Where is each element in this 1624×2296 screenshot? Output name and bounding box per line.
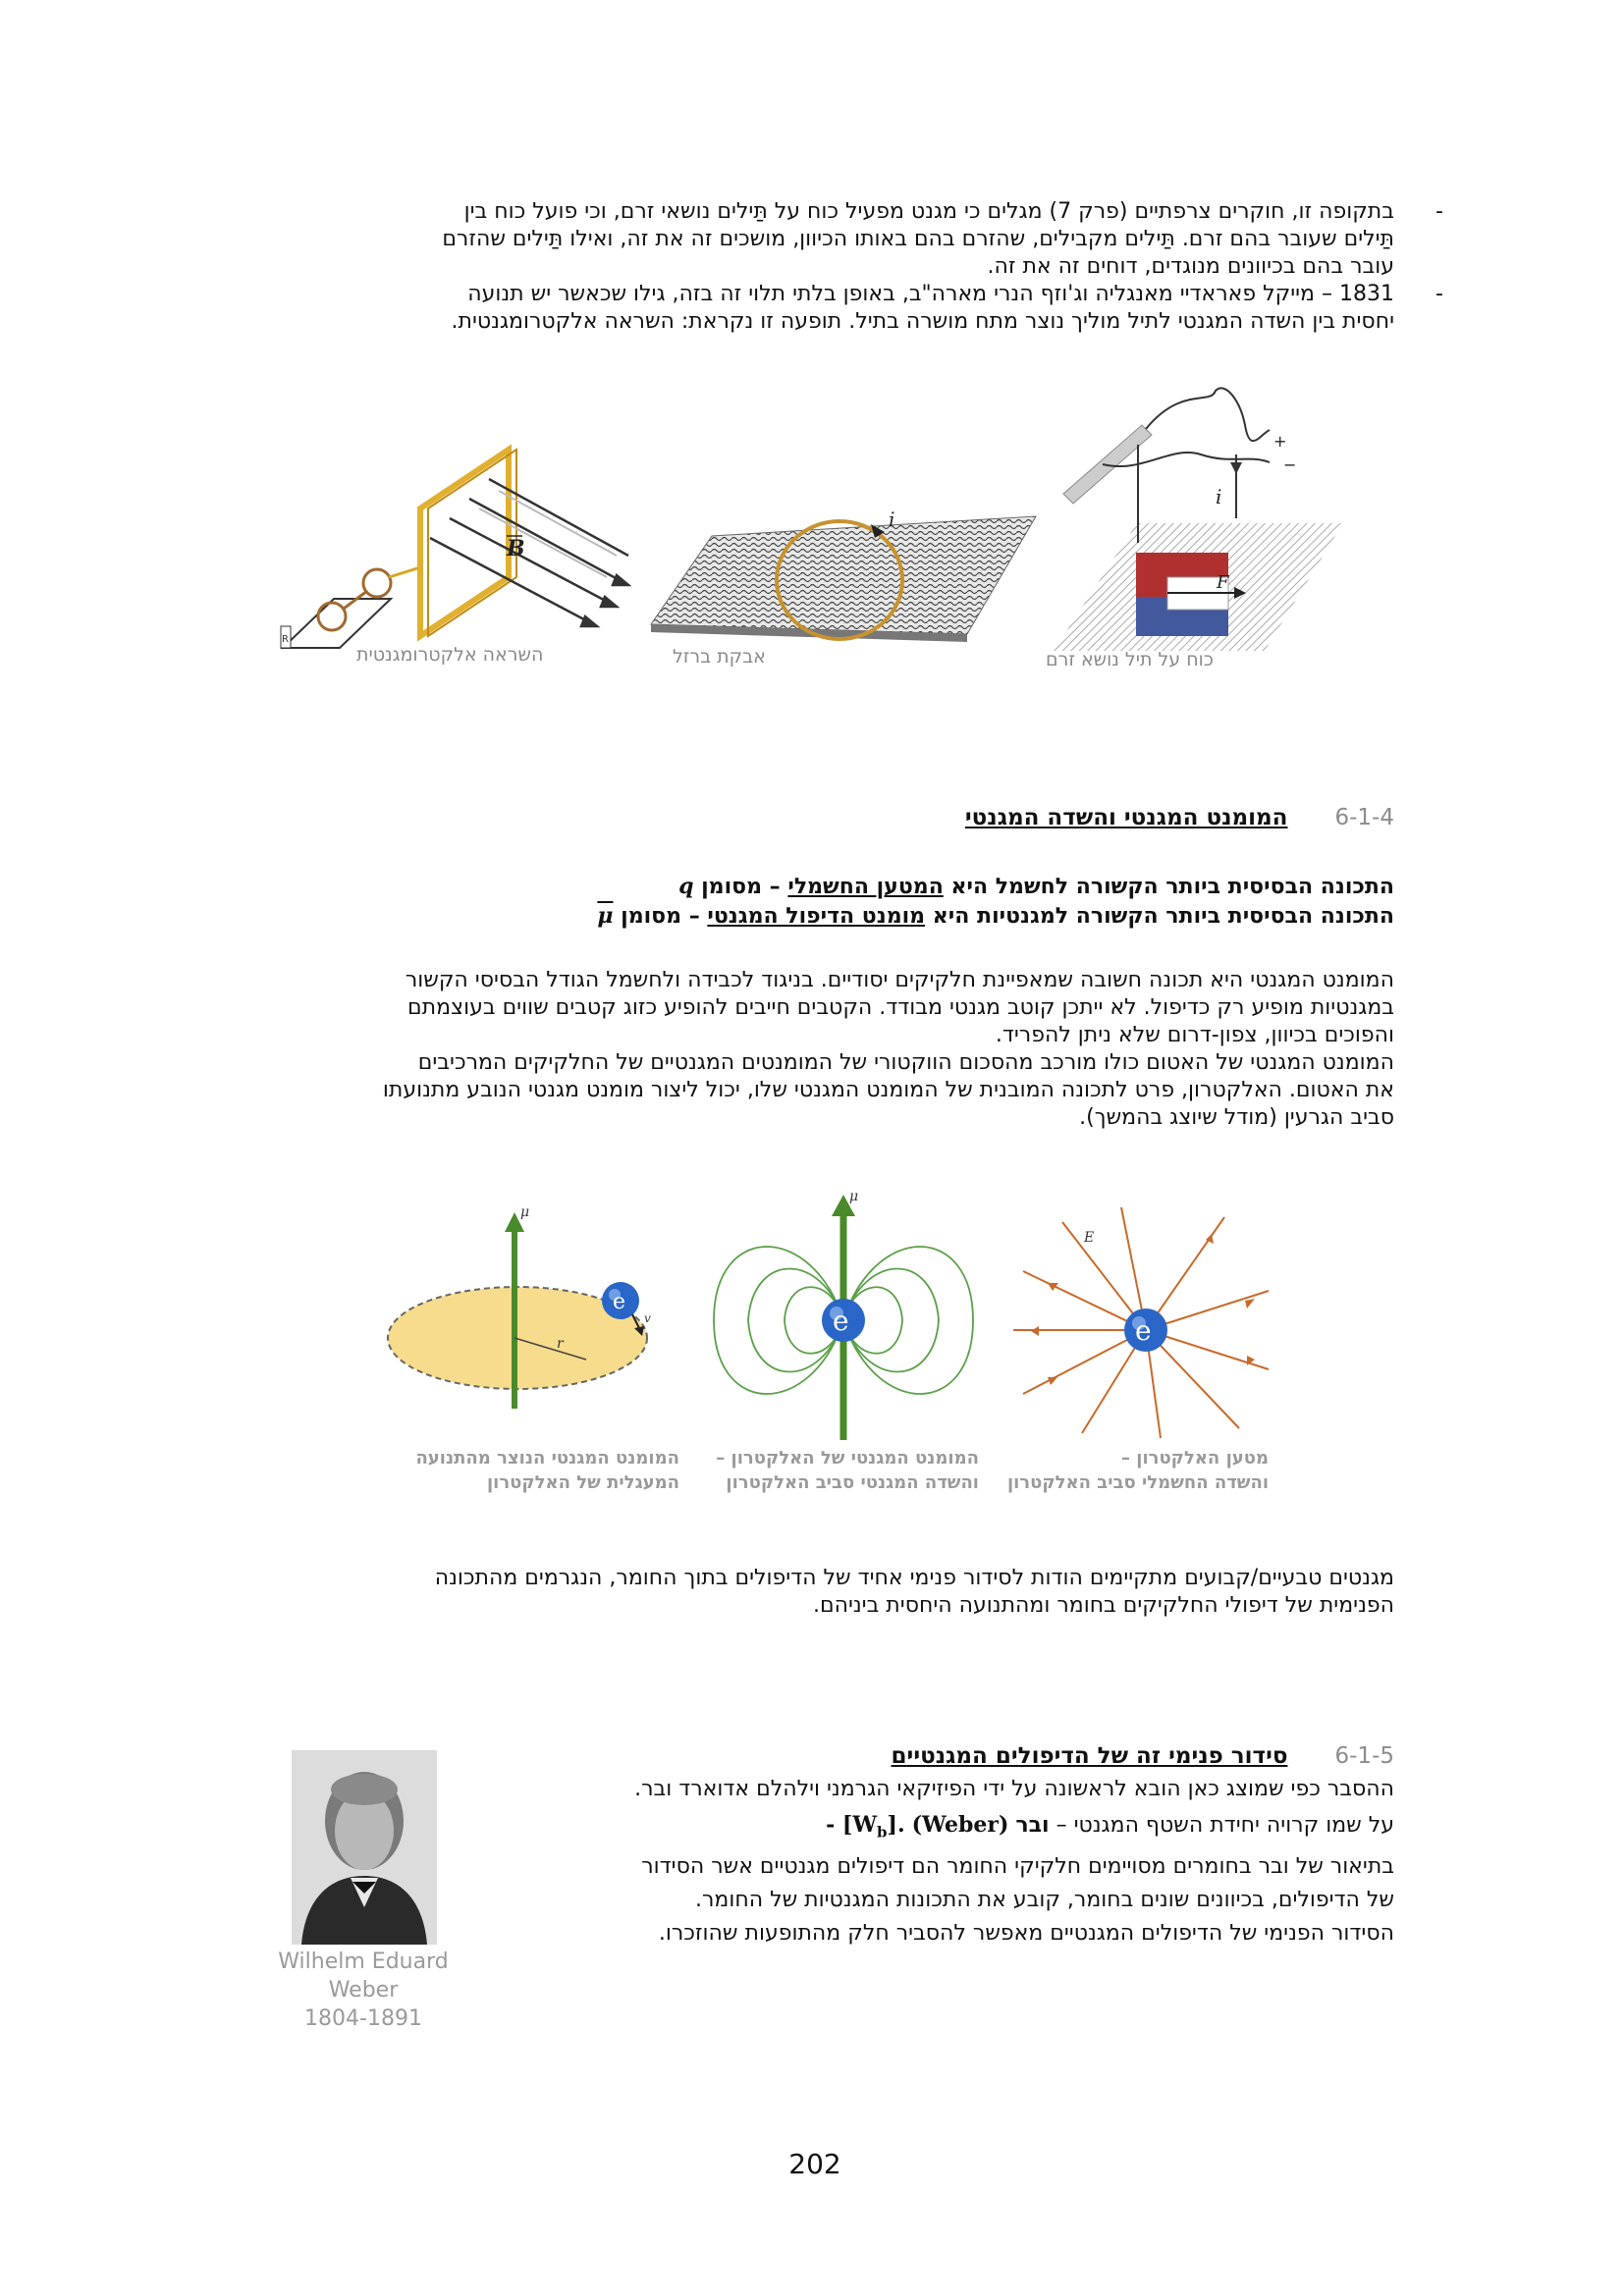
line-text: התכונה הבסיסית ביותר הקשורה לחשמל היא	[943, 875, 1394, 899]
paragraph-line: בתיאור של ובר בחומרים מסויימים חלקיקי החומר הם דיפולים מגנטיים אשר הסידור	[641, 1854, 1394, 1880]
figure-force-on-wire	[1044, 386, 1350, 675]
paragraph-line: את האטום. האלקטרון, פרט לתכונה המובנית של המומנט המגנטי שלו, יכול ליצור מומנט מגנטי הנובע מתנועתו	[382, 1078, 1394, 1102]
plus-terminal: +	[1273, 432, 1287, 451]
paragraph-line: המומנט המגנטי היא תכונה חשובה שמאפיינת חלקיקים יסודיים. בניגוד לכבידה ולחשמל הגודל הבסיסי הקשור	[405, 968, 1394, 992]
magnetic-dipole-term: מומנט הדיפול המגנטי	[707, 904, 926, 929]
line-text: התכונה הבסיסית ביותר הקשורה למגנטיות היא	[925, 904, 1394, 929]
weber-unit-line	[471, 1806, 1394, 1850]
line-text: על שמו קרויה יחידת השטף המגנטי –	[1049, 1813, 1394, 1838]
figure-iron-filings	[643, 477, 1038, 675]
electric-field-illustration	[1003, 1183, 1273, 1440]
bullet-marker: -	[1435, 282, 1443, 306]
figure-electric-field	[1003, 1183, 1273, 1500]
weber-hebrew: ובר	[1015, 1813, 1050, 1838]
caption-induction: השראה אלקטרומגנטית	[356, 644, 544, 666]
field-B-label: B	[507, 536, 525, 561]
bullet-line: 1831 – מייקל פאראדיי מאנגליה וג'וזף הנרי מארה"ב, באופן בלתי תלוי זה בזה, גילו שכאשר יש תנועה	[467, 282, 1394, 306]
caption-line: המומנט המגנטי של האלקטרון –	[716, 1448, 979, 1468]
paragraph-line: והפוכים בכיוון, צפון-דרום שלא ניתן להפריד.	[995, 1023, 1394, 1047]
portrait-caption	[255, 1948, 471, 2033]
mu-symbol: μ	[597, 903, 614, 929]
paragraph-line: סביב הגרעין (מודל שיוצג בהמשך).	[1079, 1105, 1394, 1130]
basic-property-magnetic	[245, 901, 1394, 932]
weber-unit-symbol	[826, 1812, 905, 1842]
current-i-label: i	[889, 507, 895, 531]
unit-text-end: ].	[887, 1812, 905, 1838]
weber-english: (Weber)	[911, 1812, 1009, 1838]
caption-force-on-wire: כוח על תיל נושא זרם	[1046, 649, 1214, 670]
section-number: 6-1-4	[1334, 805, 1394, 830]
portrait-surname: Weber	[328, 1978, 399, 2002]
basic-property-electric	[245, 872, 1394, 902]
section-heading-6-1-5	[766, 1741, 1394, 1771]
caption-iron-filings: אבקת ברזל	[673, 646, 766, 667]
caption-magnetic-dipole	[716, 1446, 979, 1495]
induction-illustration	[273, 430, 638, 675]
caption-electric-field	[1007, 1446, 1269, 1495]
portrait-years: 1804-1891	[304, 2006, 422, 2031]
bullet-line: תַּילים שעובר בהם זרם. תַּילים מקבילים, שהזרם בהם באותו הכיוון, מושכים זה את זה, ואילו תַּילים שהזרם	[442, 227, 1394, 251]
electron-e-label: e	[833, 1305, 849, 1337]
mu-label: μ	[520, 1204, 530, 1220]
radius-r-label: r	[557, 1336, 564, 1352]
velocity-v-label: v	[644, 1311, 651, 1325]
bullet-2	[245, 281, 1443, 336]
section-title: סידור פנימי זה של הדיפולים המגנטיים	[891, 1743, 1288, 1769]
paragraph-line: מגנטים טבעיים/קבועים מתקיימים הודות לסידור פנימי אחיד של הדיפולים בתוך החומר, הנגרמים מהתכונה	[434, 1566, 1394, 1590]
page-number: 202	[788, 2148, 841, 2180]
section-2-body	[471, 1773, 1394, 1950]
unit-text: - [W	[826, 1812, 878, 1838]
force-on-wire-illustration	[1044, 386, 1350, 675]
figure-magnetic-dipole	[694, 1183, 999, 1500]
bullet-line: בתקופה זו, חוקרים צרפתיים (פרק 7) מגלים כי מגנט מפעיל כוח על תַּילים נושאי זרם, וכי פועל כוח בין	[463, 199, 1394, 224]
electric-charge-term: המטען החשמלי	[787, 875, 944, 899]
paragraph-line: המומנט המגנטי של האטום כולו מורכב מהסכום הווקטורי של המומנטים המגנטיים של החלקיקים המרכיבים	[417, 1050, 1394, 1075]
line-text: – מסומן	[613, 904, 708, 929]
bullet-marker: -	[1435, 199, 1443, 224]
minus-terminal: −	[1283, 455, 1297, 474]
bullet-1	[245, 198, 1443, 281]
paragraph-line: של הדיפולים, בכיוונים שונים בחומר, קובע את התכונות המגנטיות של החומר.	[694, 1888, 1394, 1913]
paragraph-line: הפנימית של דיפולי החלקיקים בחומר ומהתנועה היחסית ביניהם.	[812, 1593, 1394, 1618]
magnets-paragraph	[245, 1565, 1394, 1620]
weber-portrait	[292, 1750, 437, 1945]
portrait-image	[292, 1750, 437, 1945]
intro-bullets	[245, 198, 1443, 336]
figure-orbital-moment	[385, 1183, 689, 1500]
charge-symbol-q: q	[678, 874, 694, 899]
caption-orbital-moment	[415, 1446, 679, 1495]
paragraph-line: ההסבר כפי שמוצג כאן הובא לראשונה על ידי הפיזיקאי הגרמני וילהלם אדוארד ובר.	[634, 1777, 1394, 1801]
force-F-label: F	[1217, 572, 1229, 593]
caption-line: המעגלית של האלקטרון	[486, 1472, 679, 1493]
section-1-paragraph	[245, 967, 1394, 1132]
paragraph-line: הסידור הפנימי של הדיפולים המגנטיים מאפשר להסביר חלק מהתופעות שהוזכרו.	[658, 1921, 1394, 1947]
bullet-line: עובר בהם בכיוונים מנוגדים, דוחים זה את זה.	[987, 254, 1394, 279]
caption-line: והשדה החשמלי סביב האלקטרון	[1006, 1472, 1269, 1493]
magnetic-dipole-illustration	[694, 1183, 999, 1440]
figure-induction	[273, 430, 638, 675]
section-title: המומנט המגנטי והשדה המגנטי	[964, 805, 1288, 830]
section-number: 6-1-5	[1334, 1743, 1394, 1769]
bullet-line: יחסית בין השדה המגנטי לתיל מוליך נוצר מתח מושרה בתיל. תופעה זו נקראת: השראה אלקטרומגנטית.	[451, 309, 1394, 334]
electron-e-label: e	[613, 1290, 626, 1314]
section-heading-6-1-4	[766, 803, 1394, 832]
field-E-label: E	[1084, 1230, 1095, 1246]
resistor-R-label: R	[282, 634, 289, 645]
orbital-moment-illustration	[385, 1183, 689, 1418]
paragraph-line: במגנטיות מופיע רק כדיפול. לא ייתכן קוטב מגנטי מבודד. הקטבים חייבים להופיע כזוג קטבים שווים בעוצמתם	[407, 995, 1394, 1020]
unit-subscript: b	[877, 1823, 888, 1842]
caption-line: מטען האלקטרון –	[1121, 1448, 1269, 1468]
mu-label: μ	[849, 1189, 859, 1204]
portrait-name: Wilhelm Eduard	[278, 1949, 449, 1974]
electron-e-label: e	[1135, 1314, 1152, 1347]
caption-line: המומנט המגנטי הנוצר מהתנועה	[415, 1448, 679, 1468]
wire-current-i-label: i	[1216, 485, 1222, 508]
line-text: – מסומן	[693, 875, 788, 899]
caption-line: והשדה המגנטי סביב האלקטרון	[726, 1472, 979, 1493]
